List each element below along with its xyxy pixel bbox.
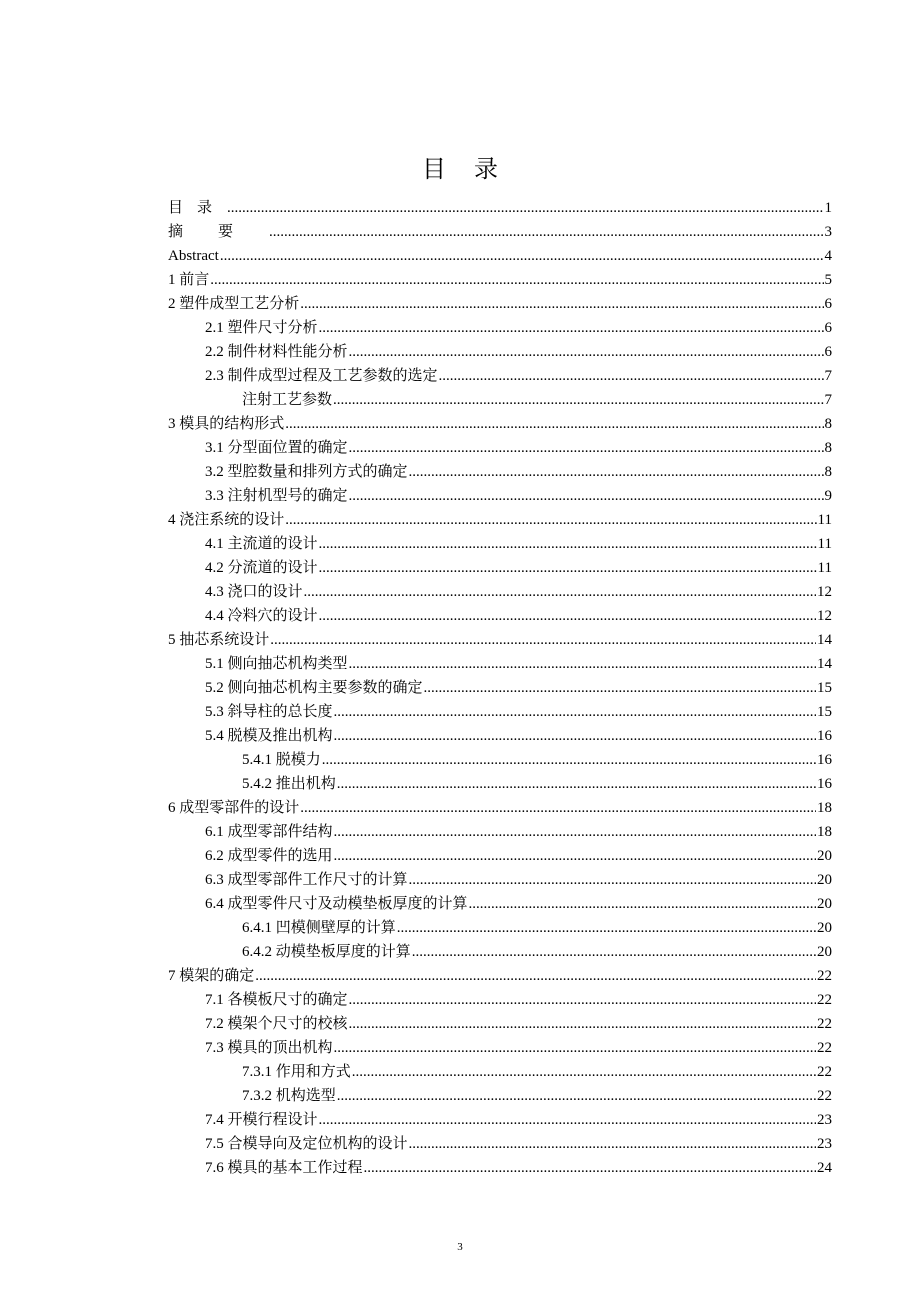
toc-entry-title: 4.3 浇口的设计 xyxy=(205,584,303,600)
toc-entry[interactable] xyxy=(168,268,832,292)
toc-entry-title: 注射工艺参数 xyxy=(242,392,333,408)
toc-entry-title: 2 塑件成型工艺分析 xyxy=(168,296,300,312)
toc-entry-title: 6.2 成型零件的选用 xyxy=(205,848,333,864)
toc-dot-leader xyxy=(285,412,823,436)
toc-entry-title: 3.2 型腔数量和排列方式的确定 xyxy=(205,464,408,480)
toc-dot-leader xyxy=(349,988,816,1012)
toc-entry[interactable] xyxy=(168,700,832,724)
toc-entry-title: 4.1 主流道的设计 xyxy=(205,536,318,552)
toc-dot-leader xyxy=(349,340,824,364)
toc-dot-leader xyxy=(349,436,824,460)
toc-entry-page: 22 xyxy=(817,1016,832,1032)
toc-entry[interactable] xyxy=(168,532,832,556)
toc-entry[interactable] xyxy=(168,772,832,796)
toc-entry-page: 18 xyxy=(817,800,832,816)
toc-dot-leader xyxy=(409,868,816,892)
toc-dot-leader xyxy=(439,364,824,388)
toc-dot-leader xyxy=(397,916,816,940)
toc-dot-leader xyxy=(333,388,823,412)
toc-entry-page: 23 xyxy=(817,1112,832,1128)
toc-entry-title: 7.3 模具的顶出机构 xyxy=(205,1040,333,1056)
toc-dot-leader xyxy=(349,652,816,676)
toc-entry-title: 2.3 制件成型过程及工艺参数的选定 xyxy=(205,368,438,384)
toc-entry[interactable] xyxy=(168,244,832,268)
toc-entry-title: Abstract xyxy=(168,248,219,264)
page-title: 目录 xyxy=(422,157,526,183)
toc-entry-page: 12 xyxy=(817,584,832,600)
toc-dot-leader xyxy=(319,532,817,556)
toc-entry-page: 3 xyxy=(824,224,832,240)
toc-entry-title: 7.2 模架个尺寸的校核 xyxy=(205,1016,348,1032)
toc-dot-leader xyxy=(412,940,816,964)
toc-entry-page: 15 xyxy=(817,704,832,720)
toc-entry-page: 8 xyxy=(824,440,832,456)
toc-entry-page: 20 xyxy=(817,896,832,912)
toc-entry-page: 23 xyxy=(817,1136,832,1152)
toc-entry-page: 15 xyxy=(817,680,832,696)
toc-entry-title: 6.4 成型零件尺寸及动模垫板厚度的计算 xyxy=(205,896,468,912)
toc-dot-leader xyxy=(270,628,816,652)
toc-dot-leader xyxy=(424,676,816,700)
toc-entry-title: 5.4.1 脱模力 xyxy=(242,752,321,768)
toc-entry[interactable] xyxy=(168,316,832,340)
toc-entry[interactable] xyxy=(168,988,832,1012)
toc-entry-page: 22 xyxy=(817,1088,832,1104)
toc-entry-page: 6 xyxy=(824,344,832,360)
toc-entry-page: 16 xyxy=(817,776,832,792)
toc-entry[interactable] xyxy=(168,1036,832,1060)
toc-entry-page: 14 xyxy=(817,632,832,648)
toc-entry[interactable] xyxy=(168,1132,832,1156)
toc-entry-page: 12 xyxy=(817,608,832,624)
toc-entry[interactable] xyxy=(168,1156,832,1180)
toc-entry[interactable] xyxy=(168,1084,832,1108)
toc-entry[interactable] xyxy=(168,340,832,364)
toc-dot-leader xyxy=(469,892,816,916)
toc-entry-page: 5 xyxy=(824,272,832,288)
toc-dot-leader xyxy=(319,604,816,628)
toc-entry-title: 7.5 合模导向及定位机构的设计 xyxy=(205,1136,408,1152)
toc-entry[interactable] xyxy=(168,796,832,820)
toc-dot-leader xyxy=(269,220,823,244)
toc-dot-leader xyxy=(285,508,816,532)
toc-entry-title: 5.3 斜导柱的总长度 xyxy=(205,704,333,720)
toc-entry-title: 7.3.1 作用和方式 xyxy=(242,1064,351,1080)
toc-entry[interactable] xyxy=(168,844,832,868)
toc-entry-title: 4.4 冷料穴的设计 xyxy=(205,608,318,624)
toc-entry-title: 7 模架的确定 xyxy=(168,968,255,984)
toc-entry-title: 7.3.2 机构选型 xyxy=(242,1088,336,1104)
toc-entry-title: 3.1 分型面位置的确定 xyxy=(205,440,348,456)
toc-entry-title: 2.1 塑件尺寸分析 xyxy=(205,320,318,336)
toc-entry-title: 6.4.1 凹模侧壁厚的计算 xyxy=(242,920,396,936)
toc-entry-page: 16 xyxy=(817,728,832,744)
toc-dot-leader xyxy=(304,580,816,604)
toc-entry-page: 20 xyxy=(817,920,832,936)
toc-entry[interactable] xyxy=(168,556,832,580)
table-of-contents xyxy=(168,196,832,1180)
toc-entry[interactable] xyxy=(168,628,832,652)
toc-entry[interactable] xyxy=(168,196,832,220)
toc-dot-leader xyxy=(319,316,824,340)
toc-entry-title: 摘要 xyxy=(168,224,269,240)
toc-entry-page: 22 xyxy=(817,1040,832,1056)
toc-entry[interactable] xyxy=(168,364,832,388)
toc-entry[interactable] xyxy=(168,1012,832,1036)
toc-entry-page: 6 xyxy=(824,320,832,336)
toc-entry-title: 6.3 成型零部件工作尺寸的计算 xyxy=(205,872,408,888)
toc-dot-leader xyxy=(319,556,817,580)
toc-entry-page: 11 xyxy=(817,536,832,552)
toc-entry-page: 22 xyxy=(817,968,832,984)
toc-dot-leader xyxy=(349,1012,816,1036)
toc-entry[interactable] xyxy=(168,508,832,532)
toc-dot-leader xyxy=(334,724,816,748)
toc-entry-title: 7.1 各模板尺寸的确定 xyxy=(205,992,348,1008)
toc-entry-page: 18 xyxy=(817,824,832,840)
toc-entry-title: 3 模具的结构形式 xyxy=(168,416,285,432)
toc-entry[interactable] xyxy=(168,292,832,316)
toc-entry-title: 2.2 制件材料性能分析 xyxy=(205,344,348,360)
toc-entry-title: 4.2 分流道的设计 xyxy=(205,560,318,576)
toc-entry-title: 5 抽芯系统设计 xyxy=(168,632,270,648)
toc-entry-page: 24 xyxy=(817,1160,832,1176)
toc-dot-leader xyxy=(227,196,823,220)
toc-entry[interactable] xyxy=(168,724,832,748)
toc-entry-page: 7 xyxy=(824,368,832,384)
toc-entry[interactable] xyxy=(168,748,832,772)
toc-entry-page: 16 xyxy=(817,752,832,768)
toc-entry-page: 11 xyxy=(817,512,832,528)
toc-dot-leader xyxy=(352,1060,816,1084)
toc-entry-title: 4 浇注系统的设计 xyxy=(168,512,285,528)
toc-dot-leader xyxy=(364,1156,816,1180)
toc-entry-page: 8 xyxy=(824,464,832,480)
toc-entry[interactable] xyxy=(168,604,832,628)
toc-entry[interactable] xyxy=(168,820,832,844)
toc-entry-page: 9 xyxy=(824,488,832,504)
toc-entry[interactable] xyxy=(168,580,832,604)
toc-entry-title: 6.4.2 动模垫板厚度的计算 xyxy=(242,944,411,960)
toc-entry-page: 6 xyxy=(824,296,832,312)
toc-entry-title: 目录 xyxy=(168,200,227,216)
toc-entry-title: 5.2 侧向抽芯机构主要参数的确定 xyxy=(205,680,423,696)
toc-dot-leader xyxy=(334,844,816,868)
toc-entry[interactable] xyxy=(168,484,832,508)
toc-entry[interactable] xyxy=(168,676,832,700)
toc-entry-title: 5.4.2 推出机构 xyxy=(242,776,336,792)
toc-dot-leader xyxy=(409,460,824,484)
toc-entry[interactable] xyxy=(168,436,832,460)
toc-dot-leader xyxy=(349,484,824,508)
toc-entry-title: 6 成型零部件的设计 xyxy=(168,800,300,816)
toc-dot-leader xyxy=(334,1036,816,1060)
toc-entry-page: 7 xyxy=(824,392,832,408)
toc-entry-title: 7.6 模具的基本工作过程 xyxy=(205,1160,363,1176)
toc-entry[interactable] xyxy=(168,964,832,988)
toc-entry[interactable] xyxy=(168,892,832,916)
toc-entry[interactable] xyxy=(168,652,832,676)
toc-entry-page: 20 xyxy=(817,872,832,888)
toc-dot-leader xyxy=(220,244,824,268)
toc-entry[interactable] xyxy=(168,868,832,892)
toc-dot-leader xyxy=(409,1132,816,1156)
toc-entry-page: 22 xyxy=(817,992,832,1008)
toc-dot-leader xyxy=(322,748,816,772)
toc-entry[interactable] xyxy=(168,1060,832,1084)
toc-entry[interactable] xyxy=(168,388,832,412)
toc-dot-leader xyxy=(255,964,816,988)
toc-entry[interactable] xyxy=(168,412,832,436)
toc-entry-page: 14 xyxy=(817,656,832,672)
toc-entry[interactable] xyxy=(168,1108,832,1132)
toc-entry-page: 20 xyxy=(817,848,832,864)
toc-dot-leader xyxy=(334,700,816,724)
toc-entry-title: 6.1 成型零部件结构 xyxy=(205,824,333,840)
toc-dot-leader xyxy=(334,820,816,844)
toc-entry-title: 7.4 开模行程设计 xyxy=(205,1112,318,1128)
toc-entry-title: 3.3 注射机型号的确定 xyxy=(205,488,348,504)
toc-dot-leader xyxy=(300,292,823,316)
toc-dot-leader xyxy=(300,796,816,820)
toc-dot-leader xyxy=(319,1108,816,1132)
toc-entry-page: 22 xyxy=(817,1064,832,1080)
toc-entry-page: 20 xyxy=(817,944,832,960)
toc-entry-page: 4 xyxy=(824,248,832,264)
toc-entry-title: 1 前言 xyxy=(168,272,210,288)
toc-entry-page: 8 xyxy=(824,416,832,432)
toc-entry-page: 1 xyxy=(824,200,832,216)
toc-entry[interactable] xyxy=(168,940,832,964)
toc-dot-leader xyxy=(337,1084,816,1108)
toc-entry[interactable] xyxy=(168,220,832,244)
toc-dot-leader xyxy=(337,772,816,796)
toc-entry-title: 5.1 侧向抽芯机构类型 xyxy=(205,656,348,672)
toc-entry[interactable] xyxy=(168,460,832,484)
toc-entry[interactable] xyxy=(168,916,832,940)
footer-page-number: 3 xyxy=(457,1241,463,1253)
toc-entry-page: 11 xyxy=(817,560,832,576)
toc-dot-leader xyxy=(210,268,823,292)
toc-entry-title: 5.4 脱模及推出机构 xyxy=(205,728,333,744)
